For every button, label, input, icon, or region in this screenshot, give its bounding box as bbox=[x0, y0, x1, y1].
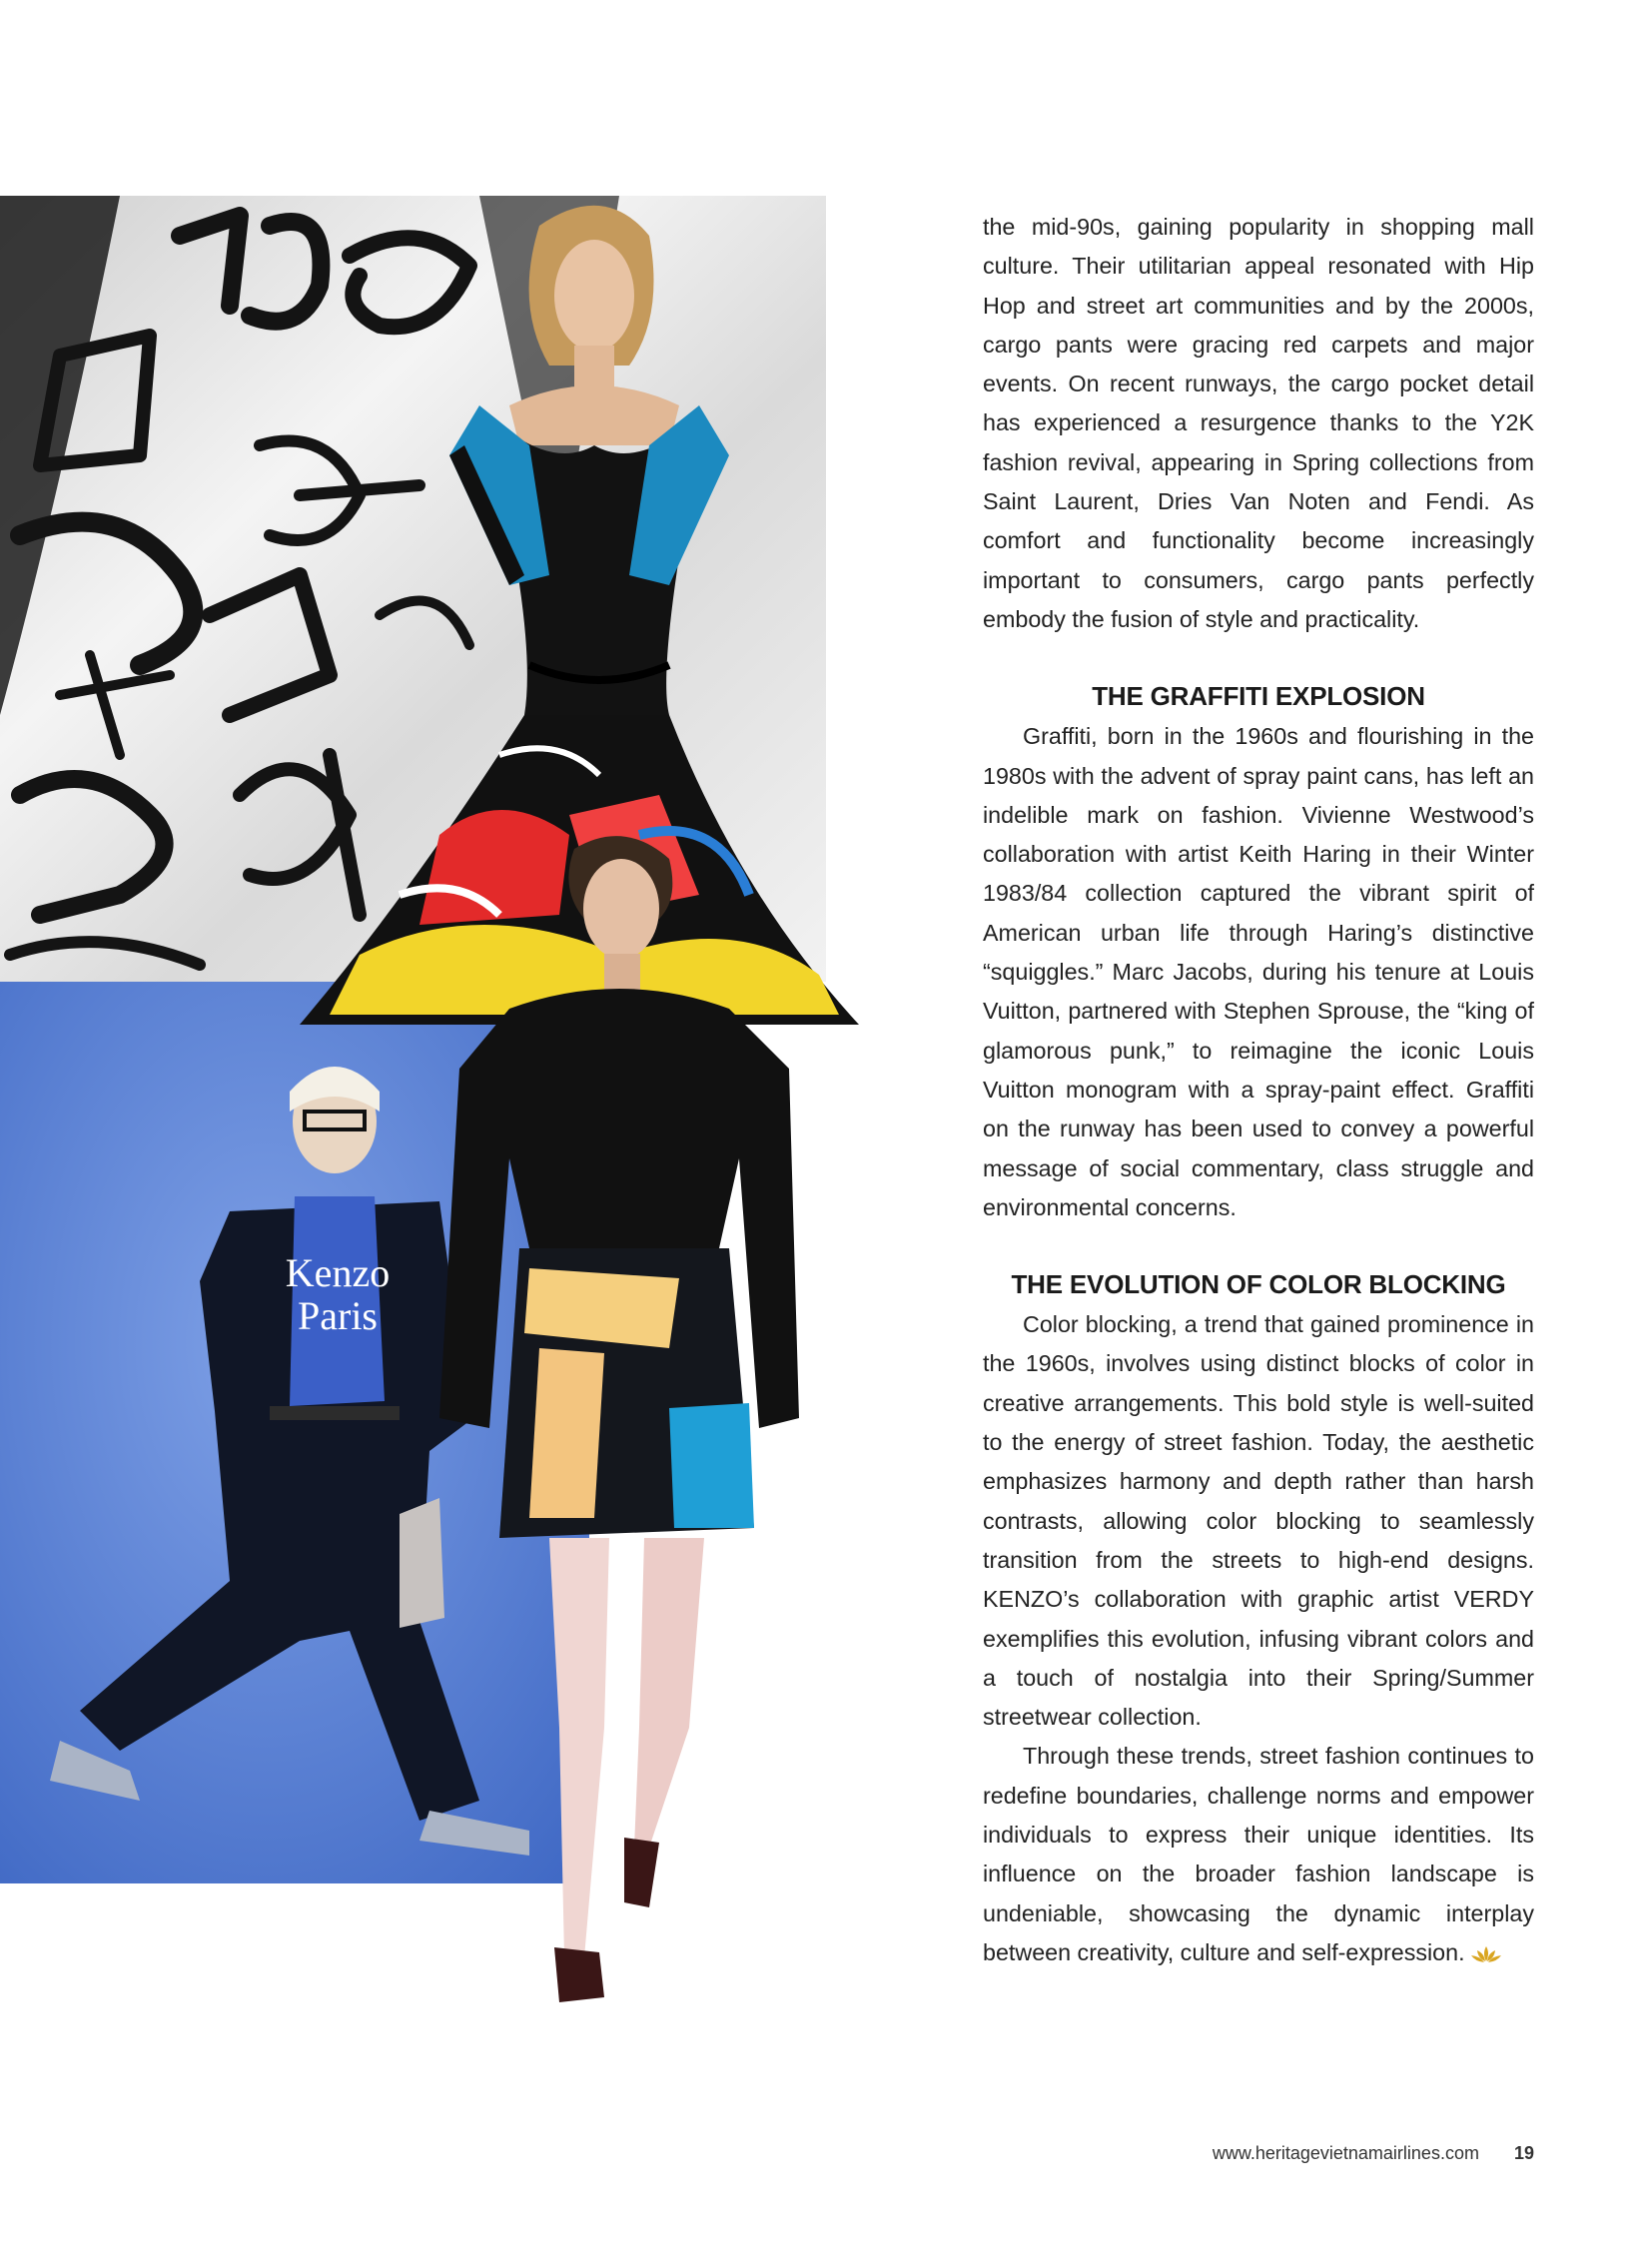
runway-color-block-model bbox=[400, 829, 839, 2047]
lotus-icon bbox=[1471, 1944, 1501, 1964]
section-heading-graffiti: THE GRAFFITI EXPLOSION bbox=[1092, 681, 1425, 712]
shirt-text-line2: Paris bbox=[298, 1293, 378, 1338]
shirt-text-line1: Kenzo bbox=[285, 1250, 391, 1295]
closing-paragraph-text: Through these trends, street fashion continues to redefine boundaries, challenge norms and empower individuals to express their unique identities. Its influence on the broader fashion landscape is undeniable, showcasing the dynamic interplay between creativity, culture and self-expression. bbox=[983, 1743, 1534, 1965]
intro-paragraph: the mid-90s, gaining popularity in shopping mall culture. Their utilitarian appeal resonated with Hip Hop and street art communities and by the 2000s, cargo pants were gracing red carpets and major events. On recent runways, the cargo pocket detail has experienced a resurgence thanks to the Y2K fashion revival, appearing in Spring collections from Saint Laurent, Dries Van Noten and Fendi. As comfort and functionality become increasingly important to consumers, cargo pants perfectly embody the fusion of style and practicality. bbox=[983, 214, 1534, 632]
article-column bbox=[983, 208, 1534, 1972]
graffiti-paragraph: Graffiti, born in the 1960s and flourishing in the 1980s with the advent of spray paint cans, has left an indelible mark on fashion. Vivienne Westwood’s collaboration with artist Keith Haring in their Winter 1983/84 collection captured the vibrant spirit of American urban life through Haring’s distinctive “squiggles.” Marc Jacobs, during his tenure at Louis Vuitton, partnered with Stephen Sprouse, the “king of glamorous punk,” to reimagine the iconic Louis Vuitton monogram with a spray-paint effect. Graffiti on the runway has been used to convey a powerful message of social commentary, class struggle and environmental concerns. bbox=[983, 723, 1534, 1220]
closing-paragraph bbox=[983, 1737, 1534, 1972]
section-heading-color-blocking: THE EVOLUTION OF COLOR BLOCKING bbox=[1011, 1269, 1506, 1300]
page-number: 19 bbox=[1513, 2143, 1534, 2163]
color-blocking-paragraph: Color blocking, a trend that gained prominence in the 1960s, involves using distinct blocks of color in creative arrangements. This bold style is well-suited to the energy of street fashion. Today, the aesthetic emphasizes harmony and depth rather than harsh contrasts, allowing color blocking to seamlessly transition from the streets to high-end designs. KENZO’s collaboration with graphic artist VERDY exemplifies this evolution, infusing vibrant colors and a touch of nostalgia into their Spring/Summer streetwear collection. bbox=[983, 1311, 1534, 1731]
footer-url[interactable]: www.heritagevietnamairlines.com bbox=[1212, 2143, 1479, 2163]
page-footer bbox=[1213, 2143, 1534, 2164]
